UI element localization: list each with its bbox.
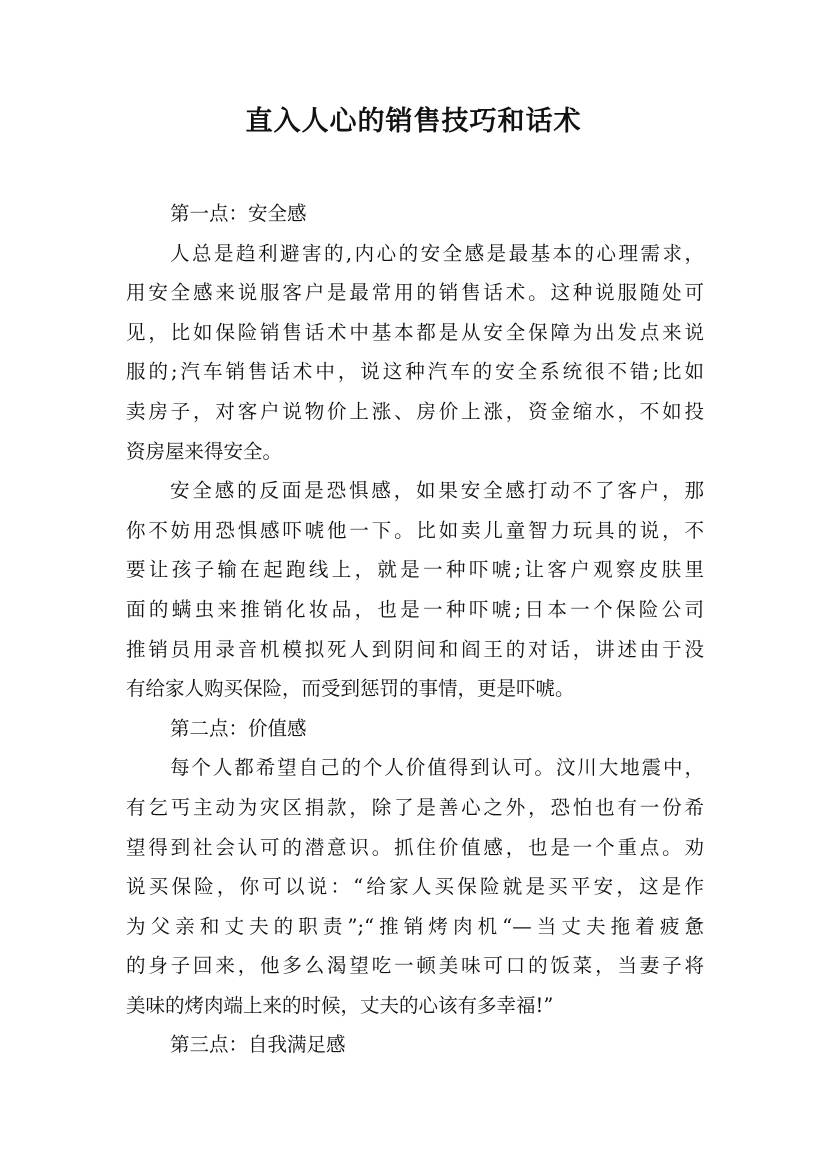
paragraph-line: 说买保险，你可以说：“给家人买保险就是买平安，这是作 xyxy=(126,875,704,899)
paragraph-line: 推销员用录音机模拟死人到阴间和阎王的对话，讲述由于没 xyxy=(126,637,704,661)
paragraph-line: 有乞丐主动为灾区捐款，除了是善心之外，恐怕也有一份希 xyxy=(126,795,704,819)
paragraph-line: 安全感的反面是恐惧感，如果安全感打动不了客户，那 xyxy=(170,479,704,503)
paragraph-line: 你不妨用恐惧感吓唬他一下。比如卖儿童智力玩具的说，不 xyxy=(126,518,704,542)
paragraph-line: 资房屋来得安全。 xyxy=(126,439,283,463)
paragraph-line: 人总是趋利避害的,内心的安全感是最基本的心理需求， xyxy=(170,241,704,265)
paragraph-line: 面的螨虫来推销化妆品，也是一种吓唬;日本一个保险公司 xyxy=(126,597,704,621)
document-body xyxy=(126,194,704,1065)
paragraph-line: 要让孩子输在起跑线上，就是一种吓唬;让客户观察皮肤里 xyxy=(126,558,704,582)
document-title: 直入人心的销售技巧和话术 xyxy=(245,106,582,137)
paragraph-line: 服的;汽车销售话术中，说这种汽车的安全系统很不错;比如 xyxy=(126,360,704,384)
paragraph-line: 为父亲和丈夫的职责”;“推销烤肉机“—当丈夫拖着疲惫 xyxy=(126,914,704,938)
paragraph-line: 卖房子，对客户说物价上涨、房价上涨，资金缩水，不如投 xyxy=(126,399,704,423)
paragraph-line: 每个人都希望自己的个人价值得到认可。汶川大地震中， xyxy=(170,756,704,780)
paragraph-line: 美味的烤肉端上来的时候，丈夫的心该有多幸福!” xyxy=(126,993,554,1017)
section-heading: 第二点：价值感 xyxy=(170,716,307,740)
paragraph-line: 望得到社会认可的潜意识。抓住价值感，也是一个重点。劝 xyxy=(126,835,704,859)
section-heading: 第一点：安全感 xyxy=(170,202,307,225)
paragraph-line: 用安全感来说服客户是最常用的销售话术。这种说服随处可 xyxy=(126,281,704,305)
paragraph-line: 的身子回来，他多么渴望吃一顿美味可口的饭菜，当妻子将 xyxy=(126,954,704,978)
paragraph-line: 有给家人购买保险，而受到惩罚的事情，更是吓唬。 xyxy=(126,677,575,701)
paragraph-line: 见，比如保险销售话术中基本都是从安全保障为出发点来说 xyxy=(126,320,704,344)
section-heading: 第三点：自我满足感 xyxy=(170,1033,346,1057)
